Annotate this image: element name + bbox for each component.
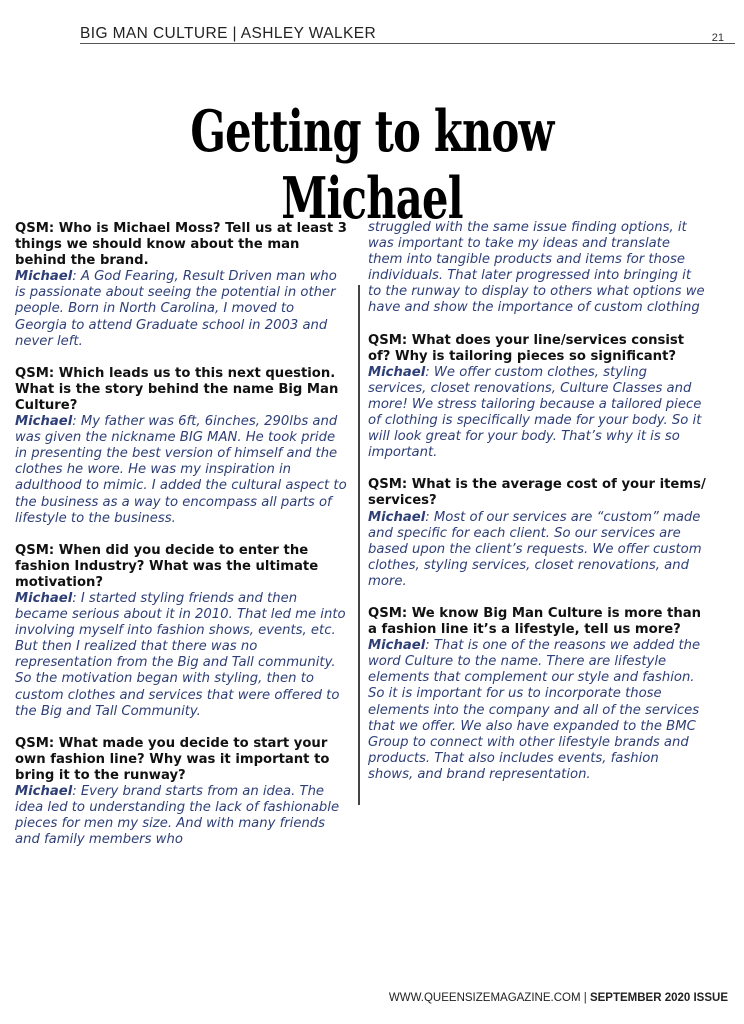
qa-block <box>368 606 708 783</box>
question: QSM: What is the average cost of your items/ services? <box>368 477 706 509</box>
answer: : Every brand starts from an idea. The idea led to understanding the lack of fashionable pieces for men my size. And with many friends and family members who <box>15 784 340 848</box>
article-title: Getting to know Michael <box>190 98 554 232</box>
page-number: 21 <box>711 32 724 44</box>
question: QSM: When did you decide to enter the fashion Industry? What was the ultimate motivation? <box>15 542 319 590</box>
answer: : I started styling friends and then became serious about it in 2010. That led me into involving myself into fashion shows, events, etc. But then I realized that there was no representation from the Big and Tall community. So the motivation began with styling, then to custom clothes and services that were offered to the Big and Tall Community. <box>15 590 346 719</box>
header-rule <box>80 43 735 44</box>
answer-speaker: Michael <box>15 414 73 430</box>
qa-block <box>368 477 708 590</box>
answer-speaker: Michael <box>15 784 73 799</box>
left-column <box>15 221 350 864</box>
question: QSM: What does your line/services consist of? Why is tailoring pieces so significant? <box>368 332 685 364</box>
question: QSM: What made you decide to start your own fashion line? Why was it important to bring it to the runway? <box>15 735 330 783</box>
footer-separator: | <box>583 992 587 1004</box>
answer-speaker: Michael <box>368 364 426 380</box>
qa-block <box>15 221 350 350</box>
qa-block <box>368 333 708 462</box>
page-footer <box>389 992 728 1004</box>
answer-speaker: Michael <box>368 509 426 525</box>
answer-speaker: Michael <box>368 638 426 654</box>
answer: : Most of our services are “custom” made and specific for each client. So our services are based upon the client’s requests. We offer custom clothes, styling services, closet renovations, and more. <box>368 509 702 589</box>
running-header: BIG MAN CULTURE | ASHLEY WALKER <box>80 25 377 42</box>
continued-answer <box>368 220 708 317</box>
footer-website: WWW.QUEENSIZEMAGAZINE.COM <box>388 992 581 1004</box>
answer: : We offer custom clothes, styling services, closet renovations, Culture Classes and more! We stress tailoring because a tailored piece of clothing is specifically made for your body. So it will look great for your body. That’s why it is so important. <box>368 364 702 461</box>
column-divider <box>358 285 360 805</box>
answer-speaker: Michael <box>15 590 73 606</box>
question: QSM: Which leads us to this next question. What is the story behind the name Big Man Culture? <box>15 365 339 413</box>
answer-speaker: Michael <box>15 269 73 285</box>
question: QSM: Who is Michael Moss? Tell us at least 3 things we should know about the man behind the brand. <box>15 221 347 269</box>
answer: : My father was 6ft, 6inches, 290lbs and was given the nickname BIG MAN. He took pride in presenting the best version of himself and the clothes he wore. He was my inspiration in adulthood to mimic. I added the cultural aspect to the business as a way to encompass all parts of lifestyle to the business. <box>15 414 347 526</box>
answer-continuation: struggled with the same issue finding options, it was important to take my ideas and translate them into tangible products and items for those individuals. That later progressed into bringing it to the runway to display to others what options we have and show the importance of custom clothing <box>368 220 705 316</box>
question: QSM: We know Big Man Culture is more than a fashion line it’s a lifestyle, tell us more? <box>368 605 702 638</box>
qa-block <box>15 736 350 849</box>
answer: : That is one of the reasons we added the word Culture to the name. There are lifestyle elements that complement our style and fashion. So it is important for us to incorporate those elements into the company and all of the services that we offer. We also have expanded to the BMC Group to connect with other lifestyle brands and products. That also includes events, fashion shows, and brand representation. <box>368 638 701 782</box>
qa-block <box>15 543 350 720</box>
footer-issue: SEPTEMBER 2020 ISSUE <box>589 992 728 1004</box>
right-column <box>368 220 708 799</box>
answer: : A God Fearing, Result Driven man who is passionate about seeing the potential in other people. Born in North Carolina, I moved to Georgia to attend Graduate school in 2003 and never left. <box>15 269 337 349</box>
qa-block <box>15 366 350 527</box>
